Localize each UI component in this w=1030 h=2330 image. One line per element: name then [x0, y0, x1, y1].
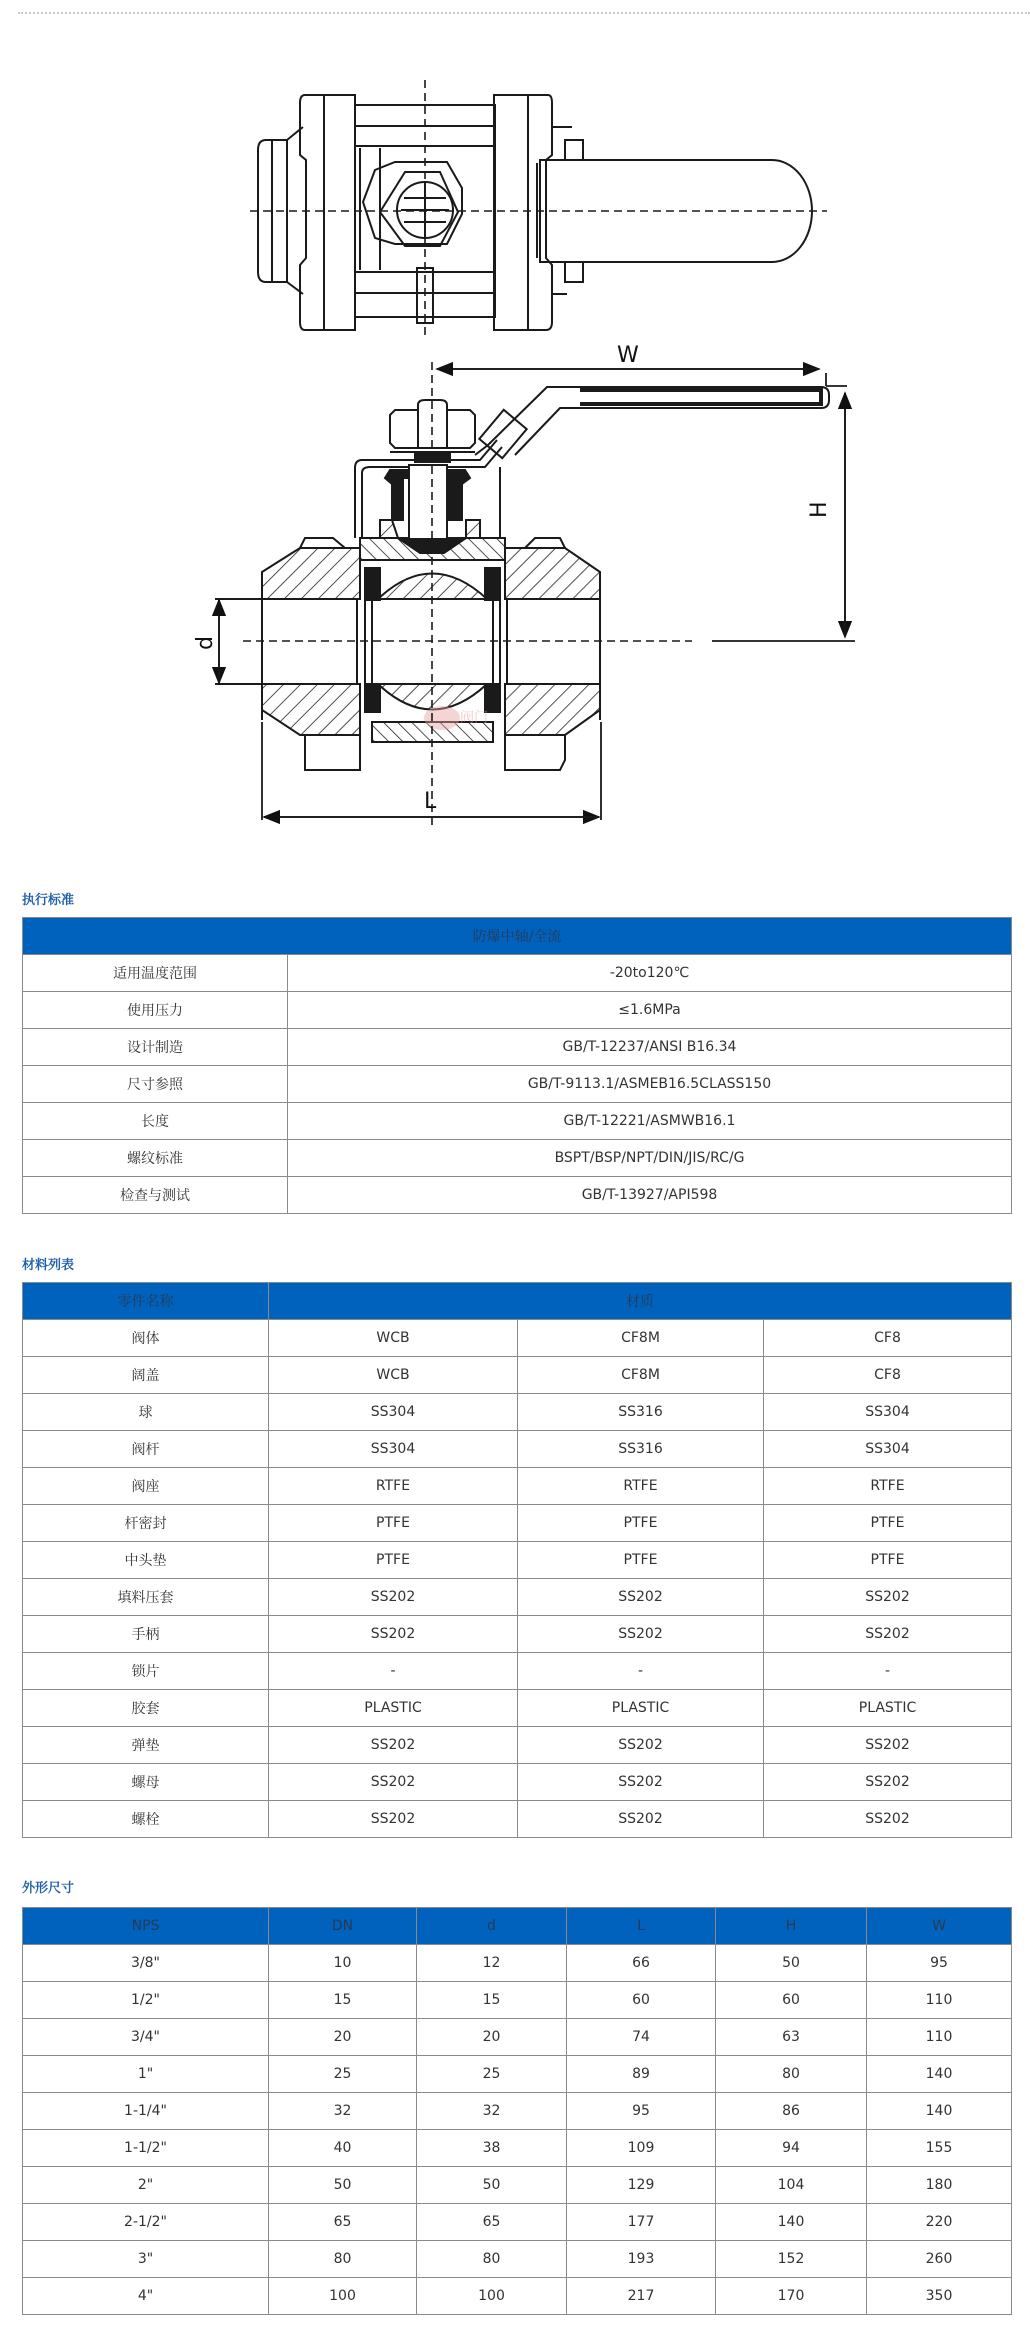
table-row	[23, 1394, 1012, 1431]
dimension-cell: 129	[567, 2167, 716, 2204]
dimension-cell: 80	[417, 2241, 567, 2278]
ball-valve-drawing	[0, 0, 1030, 880]
standards-table	[22, 917, 1012, 1214]
top-view-centerlines	[250, 80, 827, 338]
material-value: -	[269, 1653, 518, 1690]
dimension-cell: 220	[867, 2204, 1012, 2241]
material-part-name: 螺栓	[23, 1801, 269, 1838]
dim-label-l: L	[424, 789, 437, 814]
table-row	[23, 1945, 1012, 1982]
material-value: WCB	[269, 1320, 518, 1357]
dimension-cell: 109	[567, 2130, 716, 2167]
dimensions-header-cell: d	[417, 1908, 567, 1945]
materials-header-row	[23, 1283, 1012, 1320]
dimension-cell: 40	[269, 2130, 417, 2167]
dimension-cell: 100	[269, 2278, 417, 2315]
standard-value: -20to120℃	[288, 955, 1012, 992]
material-value: SS316	[518, 1431, 764, 1468]
dimension-cell: 1-1/2"	[23, 2130, 269, 2167]
standard-value: ≤1.6MPa	[288, 992, 1012, 1029]
dimension-cell: 193	[567, 2241, 716, 2278]
table-row	[23, 1177, 1012, 1214]
standard-label: 检查与测试	[23, 1177, 288, 1214]
table-row	[23, 1103, 1012, 1140]
material-value: PTFE	[269, 1542, 518, 1579]
dimension-cell: 140	[716, 2204, 867, 2241]
dimension-cell: 50	[417, 2167, 567, 2204]
dimension-cell: 32	[417, 2093, 567, 2130]
dimension-cell: 152	[716, 2241, 867, 2278]
dimensions-table	[22, 1907, 1012, 2315]
material-part-name: 螺母	[23, 1764, 269, 1801]
standard-label: 尺寸参照	[23, 1066, 288, 1103]
material-value: PTFE	[764, 1505, 1012, 1542]
material-value: SS202	[518, 1801, 764, 1838]
standard-value: GB/T-12221/ASMWB16.1	[288, 1103, 1012, 1140]
dimension-cell: 3/4"	[23, 2019, 269, 2056]
dimension-cell: 180	[867, 2167, 1012, 2204]
material-value: WCB	[269, 1357, 518, 1394]
dimension-cell: 2"	[23, 2167, 269, 2204]
material-part-name: 弹垫	[23, 1727, 269, 1764]
material-part-name: 阔盖	[23, 1357, 269, 1394]
dimensions-header-cell: L	[567, 1908, 716, 1945]
material-value: PTFE	[518, 1542, 764, 1579]
material-value: SS202	[764, 1579, 1012, 1616]
material-part-name: 球	[23, 1394, 269, 1431]
standard-label: 螺纹标准	[23, 1140, 288, 1177]
material-value: SS202	[269, 1616, 518, 1653]
dimension-cell: 2-1/2"	[23, 2204, 269, 2241]
dimension-cell: 80	[269, 2241, 417, 2278]
table-row	[23, 1505, 1012, 1542]
material-value: RTFE	[269, 1468, 518, 1505]
dimension-cell: 217	[567, 2278, 716, 2315]
table-row	[23, 1029, 1012, 1066]
dimension-cell: 350	[867, 2278, 1012, 2315]
standard-label: 使用压力	[23, 992, 288, 1029]
standard-label: 适用温度范围	[23, 955, 288, 992]
section-view-drawing	[215, 387, 829, 770]
dimension-cell: 3/8"	[23, 1945, 269, 1982]
material-part-name: 阀体	[23, 1320, 269, 1357]
dim-label-d: d	[193, 636, 218, 650]
dimension-cell: 4"	[23, 2278, 269, 2315]
table-row	[23, 1542, 1012, 1579]
table-row	[23, 1982, 1012, 2019]
materials-header-part: 零件名称	[23, 1283, 269, 1320]
dimension-cell: 25	[269, 2056, 417, 2093]
dimension-cell: 60	[716, 1982, 867, 2019]
material-part-name: 杆密封	[23, 1505, 269, 1542]
material-value: SS304	[269, 1394, 518, 1431]
standards-header-row	[23, 918, 1012, 955]
dimension-cell: 95	[867, 1945, 1012, 1982]
dimension-cell: 140	[867, 2056, 1012, 2093]
material-value: SS202	[764, 1764, 1012, 1801]
standard-label: 设计制造	[23, 1029, 288, 1066]
dimension-cell: 65	[417, 2204, 567, 2241]
material-value: RTFE	[518, 1468, 764, 1505]
dimension-cell: 12	[417, 1945, 567, 1982]
dim-label-h: H	[807, 501, 832, 518]
top-view-drawing	[258, 95, 812, 330]
dimension-cell: 94	[716, 2130, 867, 2167]
dimension-cell: 1"	[23, 2056, 269, 2093]
table-row	[23, 1320, 1012, 1357]
table-row	[23, 955, 1012, 992]
material-part-name: 阀杆	[23, 1431, 269, 1468]
material-part-name: 手柄	[23, 1616, 269, 1653]
material-part-name: 阀座	[23, 1468, 269, 1505]
material-value: SS202	[764, 1727, 1012, 1764]
dimension-cell: 50	[269, 2167, 417, 2204]
dimensions-section-title: 外形尺寸	[22, 1881, 75, 1896]
material-part-name: 锁片	[23, 1653, 269, 1690]
dimension-cell: 25	[417, 2056, 567, 2093]
material-value: PLASTIC	[518, 1690, 764, 1727]
material-value: SS202	[269, 1727, 518, 1764]
table-row	[23, 1066, 1012, 1103]
materials-section-title: 材料列表	[22, 1258, 75, 1273]
dimension-cell: 15	[417, 1982, 567, 2019]
dimension-cell: 100	[417, 2278, 567, 2315]
table-row	[23, 1431, 1012, 1468]
standard-value: GB/T-9113.1/ASMEB16.5CLASS150	[288, 1066, 1012, 1103]
material-value: CF8	[764, 1320, 1012, 1357]
dimensions-header-cell: H	[716, 1908, 867, 1945]
dimension-cell: 1/2"	[23, 1982, 269, 2019]
table-row	[23, 1357, 1012, 1394]
dimension-cell: 1-1/4"	[23, 2093, 269, 2130]
dimension-cell: 38	[417, 2130, 567, 2167]
material-value: SS304	[764, 1431, 1012, 1468]
standards-header: 防爆中轴/全流	[23, 918, 1012, 955]
dimensions-header-cell: DN	[269, 1908, 417, 1945]
material-value: RTFE	[764, 1468, 1012, 1505]
dimension-cell: 177	[567, 2204, 716, 2241]
material-value: SS304	[764, 1394, 1012, 1431]
dimension-cell: 20	[417, 2019, 567, 2056]
dimension-cell: 110	[867, 2019, 1012, 2056]
material-value: PTFE	[518, 1505, 764, 1542]
table-row	[23, 2056, 1012, 2093]
dimension-cell: 63	[716, 2019, 867, 2056]
dimension-cell: 104	[716, 2167, 867, 2204]
material-value: SS316	[518, 1394, 764, 1431]
material-value: SS202	[518, 1579, 764, 1616]
table-row	[23, 2093, 1012, 2130]
dimension-cell: 66	[567, 1945, 716, 1982]
dimension-cell: 80	[716, 2056, 867, 2093]
material-part-name: 胶套	[23, 1690, 269, 1727]
material-value: SS304	[269, 1431, 518, 1468]
material-part-name: 中头垫	[23, 1542, 269, 1579]
dimension-cell: 110	[867, 1982, 1012, 2019]
material-value: PLASTIC	[269, 1690, 518, 1727]
material-value: -	[764, 1653, 1012, 1690]
standard-value: BSPT/BSP/NPT/DIN/JIS/RC/G	[288, 1140, 1012, 1177]
dimension-cell: 95	[567, 2093, 716, 2130]
dimension-cell: 10	[269, 1945, 417, 1982]
table-row	[23, 2278, 1012, 2315]
material-part-name: 填料压套	[23, 1579, 269, 1616]
table-row	[23, 1616, 1012, 1653]
dimension-cell: 170	[716, 2278, 867, 2315]
material-value: SS202	[764, 1801, 1012, 1838]
material-value: -	[518, 1653, 764, 1690]
table-row	[23, 1653, 1012, 1690]
materials-table	[22, 1282, 1012, 1838]
table-row	[23, 992, 1012, 1029]
material-value: SS202	[269, 1579, 518, 1616]
dimension-cell: 50	[716, 1945, 867, 1982]
dimension-cell: 86	[716, 2093, 867, 2130]
dimension-cell: 20	[269, 2019, 417, 2056]
material-value: SS202	[269, 1764, 518, 1801]
dimension-cell: 89	[567, 2056, 716, 2093]
dimension-cell: 32	[269, 2093, 417, 2130]
table-row	[23, 1468, 1012, 1505]
table-row	[23, 1690, 1012, 1727]
dimension-cell: 260	[867, 2241, 1012, 2278]
materials-header-material: 材质	[269, 1283, 1012, 1320]
table-row	[23, 2019, 1012, 2056]
standard-value: GB/T-12237/ANSI B16.34	[288, 1029, 1012, 1066]
material-value: PTFE	[764, 1542, 1012, 1579]
standards-section-title: 执行标准	[22, 893, 75, 908]
table-row	[23, 2204, 1012, 2241]
dimensions-header-row	[23, 1908, 1012, 1945]
material-value: SS202	[764, 1616, 1012, 1653]
table-row	[23, 2167, 1012, 2204]
material-value: SS202	[518, 1764, 764, 1801]
dimensions-header-cell: NPS	[23, 1908, 269, 1945]
material-value: CF8M	[518, 1320, 764, 1357]
table-row	[23, 1140, 1012, 1177]
table-row	[23, 1764, 1012, 1801]
dimension-cell: 155	[867, 2130, 1012, 2167]
table-row	[23, 2130, 1012, 2167]
material-value: PLASTIC	[764, 1690, 1012, 1727]
material-value: CF8	[764, 1357, 1012, 1394]
dimension-cell: 60	[567, 1982, 716, 2019]
table-row	[23, 1727, 1012, 1764]
material-value: SS202	[269, 1801, 518, 1838]
material-value: CF8M	[518, 1357, 764, 1394]
standard-label: 长度	[23, 1103, 288, 1140]
dimensions-header-cell: W	[867, 1908, 1012, 1945]
material-value: SS202	[518, 1616, 764, 1653]
standard-value: GB/T-13927/API598	[288, 1177, 1012, 1214]
dimension-cell: 15	[269, 1982, 417, 2019]
dimension-cell: 140	[867, 2093, 1012, 2130]
dimension-cell: 65	[269, 2204, 417, 2241]
dimension-cell: 3"	[23, 2241, 269, 2278]
table-row	[23, 1801, 1012, 1838]
dim-label-w: W	[617, 343, 639, 368]
svg-text:阀门: 阀门	[460, 710, 488, 726]
material-value: PTFE	[269, 1505, 518, 1542]
dimension-cell: 74	[567, 2019, 716, 2056]
table-row	[23, 2241, 1012, 2278]
material-value: SS202	[518, 1727, 764, 1764]
table-row	[23, 1579, 1012, 1616]
